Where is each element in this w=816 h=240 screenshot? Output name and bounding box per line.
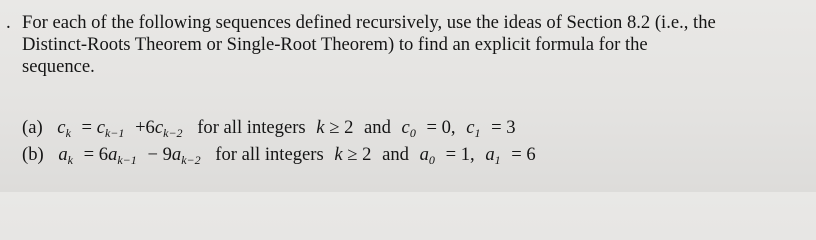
part-a-sub-km2: k−2	[163, 126, 183, 140]
part-b-sub-1: 1	[494, 153, 501, 167]
part-a-init1: = 3	[491, 117, 516, 138]
part-a-sub-km1: k−1	[104, 126, 125, 140]
part-a-plus: +6	[135, 117, 155, 138]
part-b-and: and	[382, 144, 409, 165]
part-a-text: for all integers	[197, 117, 306, 138]
part-a-sub-k: k	[65, 126, 71, 140]
part-b-k: k	[334, 144, 343, 165]
part-a-sub-0: 0	[409, 126, 416, 140]
part-a-term-prev1: c	[96, 117, 105, 138]
part-b-minus: − 9	[147, 144, 172, 165]
part-a-init0-var: c	[401, 117, 410, 138]
part-b-sub-0: 0	[428, 153, 435, 167]
part-b-label: (b)	[22, 144, 44, 165]
part-a-sub-1: 1	[474, 126, 481, 140]
part-b-init0-var: a	[419, 144, 429, 165]
part-b-cond: ≥ 2	[347, 144, 372, 165]
part-a-init0: = 0,	[426, 117, 456, 138]
problem-statement	[22, 12, 808, 78]
problem-bullet: .	[6, 12, 11, 33]
problem-line-2: Distinct-Roots Theorem or Single-Root Theorem) to find an explicit formula for the	[22, 34, 648, 55]
part-a-term: c	[57, 117, 66, 138]
part-a-term-prev2: c	[154, 117, 164, 138]
part-b-equals: = 6	[83, 144, 109, 165]
part-a-cond: ≥ 2	[329, 117, 354, 138]
part-a-equals: =	[81, 117, 93, 138]
part-b-term: a	[58, 144, 68, 165]
problem-line-3: sequence.	[22, 56, 95, 77]
part-a-and: and	[364, 117, 391, 138]
part-b-init0: = 1,	[445, 144, 475, 165]
part-a	[22, 116, 516, 140]
part-b-term-prev1: a	[108, 144, 118, 165]
part-a-k: k	[316, 117, 325, 138]
part-b-text: for all integers	[215, 144, 324, 165]
part-b-init1-var: a	[485, 144, 495, 165]
problem-line-1: For each of the following sequences defined recursively, use the ideas of Section 8.2 (i.e., the	[22, 12, 716, 33]
part-b	[22, 143, 536, 167]
part-a-label: (a)	[22, 117, 43, 138]
part-b-sub-km1: k−1	[117, 153, 137, 167]
part-b-sub-km2: k−2	[181, 153, 201, 167]
part-b-term-prev2: a	[171, 144, 182, 165]
part-a-init1-var: c	[466, 117, 475, 138]
part-b-init1: = 6	[511, 144, 536, 165]
part-b-sub-k: k	[67, 153, 73, 167]
